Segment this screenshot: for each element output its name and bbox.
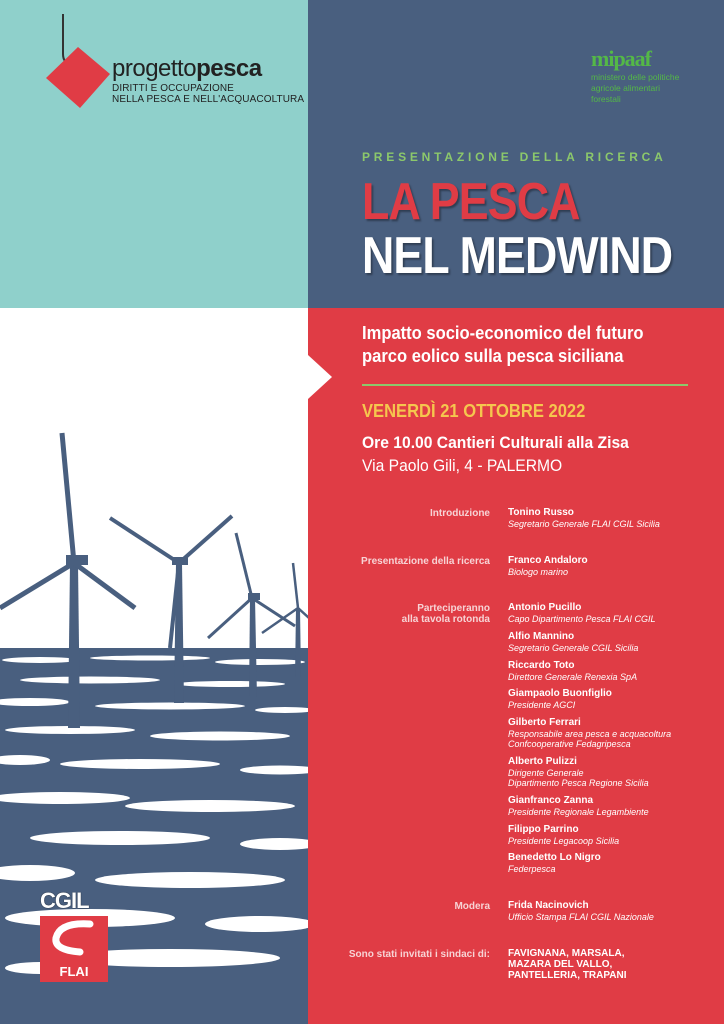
- invited-towns: [508, 948, 627, 981]
- mipaaf-sub-1: ministero delle politiche: [591, 72, 680, 82]
- person-presentation: [508, 555, 588, 577]
- subtitle-line-2: parco eolico sulla pesca siciliana: [362, 346, 624, 366]
- invited-line-3: PANTELLERIA, TRAPANI: [508, 970, 627, 981]
- person-role-2: Dipartimento Pesca Regione Sicilia: [508, 778, 649, 788]
- title-line-2: NEL MEDWIND: [362, 227, 673, 285]
- person-name: Benedetto Lo Nigro: [508, 852, 601, 863]
- person-moderator: [508, 900, 654, 922]
- person-role: Responsabile area pesca e acquacoltura: [508, 729, 672, 739]
- logo-name: [112, 55, 304, 83]
- invited-line-2: MAZARA DEL VALLO,: [508, 959, 613, 970]
- person-role: Segretario Generale FLAI CGIL Sicilia: [508, 519, 660, 529]
- label-introduzione: Introduzione: [430, 508, 490, 519]
- label-panel-line-1: Parteciperanno: [417, 603, 490, 614]
- person-role: Presidente AGCI: [508, 700, 576, 710]
- panel-member: [508, 602, 656, 624]
- person-role: Federpesca: [508, 864, 556, 874]
- logo-name-light: progetto: [112, 55, 197, 82]
- label-modera: Modera: [454, 901, 490, 912]
- label-panel-line-2: alla tavola rotonda: [401, 614, 490, 625]
- progetto-pesca-logo: [112, 55, 304, 105]
- event-address: Via Paolo Gili, 4 - PALERMO: [362, 456, 563, 475]
- person-name: Frida Nacinovich: [508, 900, 589, 911]
- flai-box: [40, 916, 108, 982]
- person-intro: [508, 507, 660, 529]
- label-invited: Sono stati invitati i sindaci di:: [348, 949, 490, 960]
- person-role: Segretario Generale CGIL Sicilia: [508, 643, 639, 653]
- subtitle-line-1: Impatto socio-economico del futuro: [362, 323, 644, 343]
- person-role: Presidente Legacoop Sicilia: [508, 836, 620, 846]
- person-name: Filippo Parrino: [508, 824, 579, 835]
- fish-hook-icon: [38, 12, 118, 122]
- mipaaf-sub-2: agricole alimentari forestali: [591, 83, 660, 104]
- panel-member: [508, 631, 638, 653]
- logo-sub-1: DIRITTI E OCCUPAZIONE: [112, 83, 234, 94]
- person-name: Gilberto Ferrari: [508, 717, 581, 728]
- person-role: Direttore Generale Renexia SpA: [508, 672, 638, 682]
- title-line-1: LA PESCA: [362, 173, 580, 231]
- flai-swoosh-icon: [40, 916, 108, 962]
- panel-member: [508, 717, 671, 749]
- logo-name-bold: pesca: [196, 55, 262, 82]
- person-name: Alberto Pulizzi: [508, 756, 577, 767]
- panel-member: [508, 756, 649, 788]
- person-role: Presidente Regionale Legambiente: [508, 807, 649, 817]
- person-role: Ufficio Stampa FLAI CGIL Nazionale: [508, 912, 654, 922]
- panel-member: [508, 660, 637, 682]
- person-role: Dirigente Generale: [508, 768, 584, 778]
- label-presentazione: Presentazione della ricerca: [361, 556, 490, 567]
- divider: [362, 384, 688, 386]
- person-name: Giampaolo Buonfiglio: [508, 688, 612, 699]
- mipaaf-word: mipaaf: [591, 46, 651, 71]
- person-role: Biologo marino: [508, 567, 569, 577]
- logo-sub-2: NELLA PESCA E NELL'ACQUACOLTURA: [112, 94, 305, 105]
- invited-line-1: FAVIGNANA, MARSALA,: [508, 948, 625, 959]
- person-name: Riccardo Toto: [508, 660, 575, 671]
- progetto-pesca-logo-mark: [38, 12, 118, 127]
- event-venue: Ore 10.00 Cantieri Culturali alla Zisa: [362, 433, 629, 452]
- header-kicker: PRESENTAZIONE DELLA RICERCA: [362, 150, 667, 164]
- person-name: Antonio Pucillo: [508, 602, 582, 613]
- label-panel: [402, 603, 490, 625]
- cgil-flai-logo: [40, 888, 108, 982]
- person-role-2: Confcooperative Fedagripesca: [508, 739, 631, 749]
- panel-member: [508, 795, 649, 817]
- panel-member: [508, 852, 601, 874]
- event-subtitle: [362, 322, 675, 368]
- person-name: Alfio Mannino: [508, 631, 575, 642]
- person-role: Capo Dipartimento Pesca FLAI CGIL: [508, 614, 656, 624]
- person-name: Gianfranco Zanna: [508, 795, 594, 806]
- person-name: Tonino Russo: [508, 507, 574, 518]
- person-name: Franco Andaloro: [508, 555, 588, 566]
- mipaaf-logo: [591, 46, 691, 105]
- event-date: VENERDÌ 21 OTTOBRE 2022: [362, 401, 586, 421]
- panel-notch-arrow: [308, 355, 332, 399]
- panel-member: [508, 688, 612, 710]
- flai-word: FLAI: [59, 964, 89, 979]
- panel-member: [508, 824, 619, 846]
- cgil-word: CGIL: [40, 888, 89, 913]
